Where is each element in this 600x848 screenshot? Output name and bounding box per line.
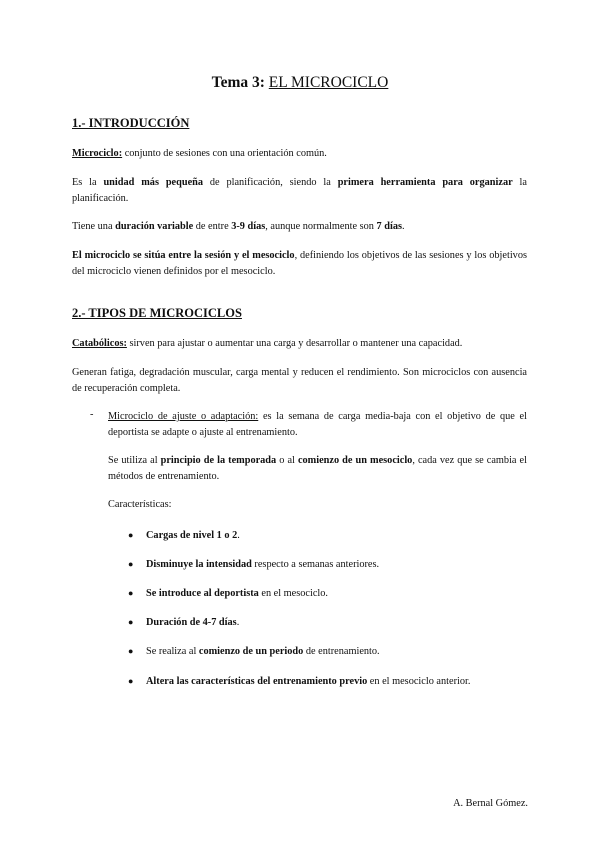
text-run: Se realiza al [146, 646, 199, 657]
text-run: la planificación. [72, 177, 527, 204]
term-catabolicos: Catabólicos: [72, 338, 127, 349]
title-prefix: Tema 3: [211, 74, 265, 91]
bullet-icon: ● [128, 676, 134, 686]
bullet-icon: ● [128, 617, 134, 627]
bold-run: comienzo de un periodo [198, 646, 304, 657]
paragraph-utiliza [108, 453, 527, 484]
bold-run: duración variable [115, 221, 194, 232]
text-run: . [401, 221, 405, 232]
bold-run: Altera las características del entrenamiento previo [146, 676, 368, 687]
text-run: en el mesociclo anterior. [367, 676, 471, 687]
term-ajuste: Microciclo de ajuste o adaptación: [108, 411, 259, 422]
bold-run: comienzo de un mesociclo [297, 455, 413, 466]
paragraph-unidad [72, 175, 527, 206]
text-run: . [236, 617, 240, 628]
definition-text: es la semana de carga media-baja con el objetivo de que el deportista se adapte o ajuste al entrenamiento. [108, 411, 527, 438]
text-run: , aunque normalmente son [265, 221, 377, 232]
bold-run: primera herramienta para organizar [337, 177, 513, 188]
term-microciclo: Microciclo: [72, 148, 123, 159]
section-1-heading: 1.- INTRODUCCIÓN [72, 116, 190, 130]
text-run: , definiendo los objetivos de las sesiones y los objetivos del microciclo vienen definidos por el mesociclo. [72, 250, 527, 277]
author-footer: A. Bernal Gómez. [453, 798, 528, 809]
bold-run: El microciclo se sitúa entre la sesión y el mesociclo [72, 250, 295, 261]
text-run: , cada vez que se cambia el métodos de entrenamiento. [108, 455, 527, 482]
bold-run: 7 días [376, 221, 402, 232]
bullet-icon: ● [128, 530, 134, 540]
paragraph-catabolicos [72, 336, 527, 352]
bold-run: 3-9 días [231, 221, 266, 232]
bullet-icon: ● [128, 646, 134, 656]
definition-text: sirven para ajustar o aumentar una carga y desarrollar o mantener una capacidad. [126, 338, 463, 349]
text-run: en el mesociclo. [258, 588, 328, 599]
text-run: Tiene una [72, 221, 116, 232]
paragraph-microciclo-definition [72, 146, 527, 162]
text-run: respecto a semanas anteriores. [251, 559, 380, 570]
bold-run: unidad más pequeña [103, 177, 204, 188]
text-run: Es la [72, 177, 104, 188]
text-run: o al [276, 455, 298, 466]
bold-run: Se introduce al deportista [146, 588, 259, 599]
bold-run: principio de la temporada [160, 455, 277, 466]
text-run: de entrenamiento. [303, 646, 380, 657]
list-dash: - [90, 409, 94, 420]
paragraph-fatiga: Generan fatiga, degradación muscular, carga mental y reducen el rendimiento. Son microciclos con ausencia de recuperación completa. [72, 367, 527, 394]
bold-run: Duración de 4-7 días [146, 617, 237, 628]
section-2-heading: 2.- TIPOS DE MICROCICLOS [72, 306, 242, 320]
bold-run: Cargas de nivel 1 o 2 [146, 530, 238, 541]
bold-run: Disminuye la intensidad [146, 559, 252, 570]
text-run: Se utiliza al [108, 455, 161, 466]
paragraph-microciclo-ajuste [108, 409, 527, 440]
text-run: de planificación, siendo la [203, 177, 338, 188]
definition-text: conjunto de sesiones con una orientación común. [122, 148, 327, 159]
label-caracteristicas: Características: [108, 499, 172, 510]
paragraph-situacion [72, 248, 527, 279]
title-main: EL MICROCICLO [268, 74, 389, 91]
paragraph-duracion [72, 219, 527, 235]
text-run: de entre [193, 221, 232, 232]
bullet-icon: ● [128, 588, 134, 598]
text-run: . [237, 530, 240, 541]
bullet-icon: ● [128, 559, 134, 569]
page-title [0, 74, 600, 92]
